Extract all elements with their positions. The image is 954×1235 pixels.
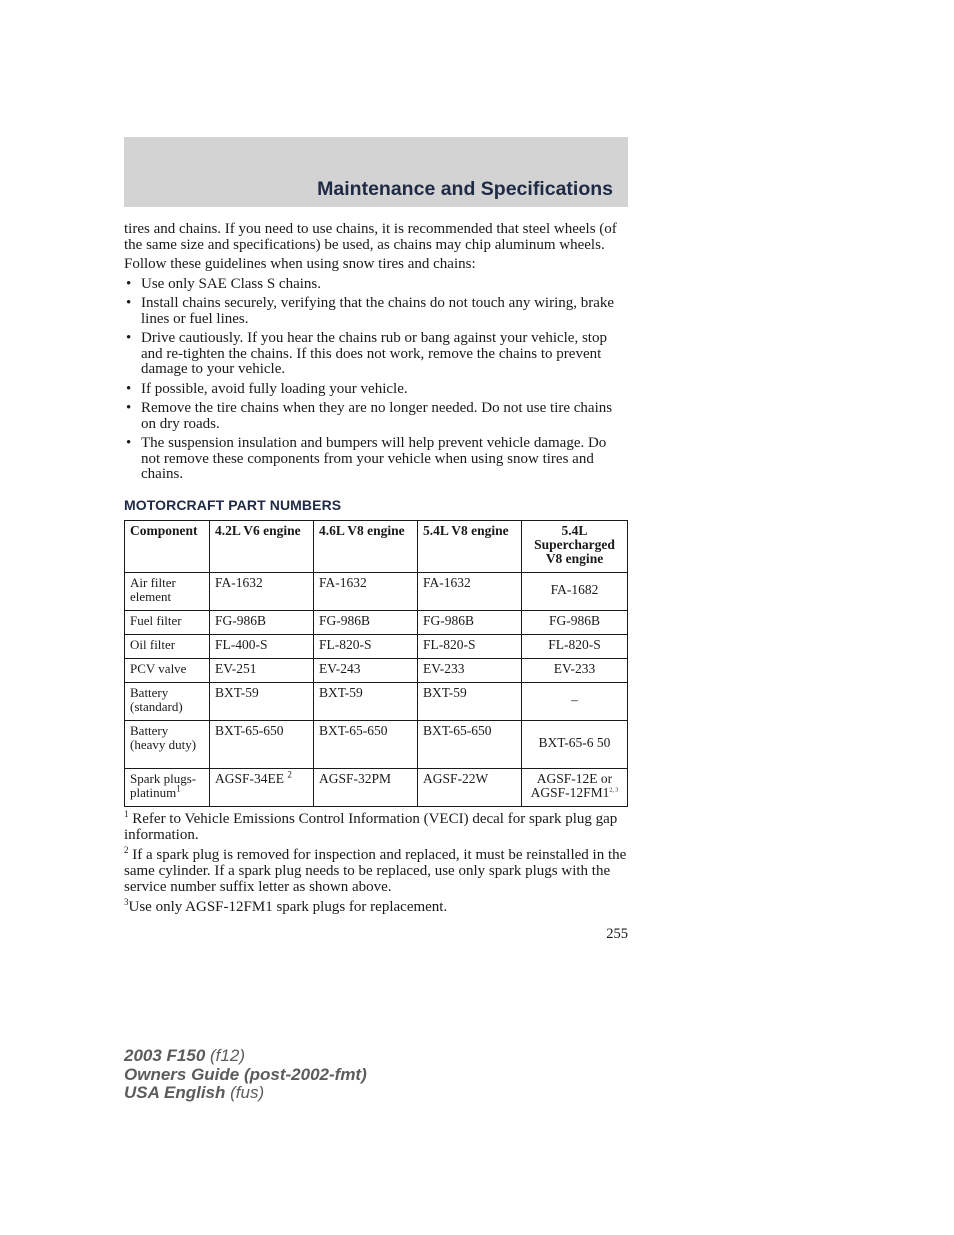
table-cell: EV-243 <box>314 659 418 683</box>
table-cell: BXT-65-650 <box>418 721 522 769</box>
guidelines-lead: Follow these guidelines when using snow tires and chains: <box>124 256 476 272</box>
bullet-marker: • <box>126 330 132 346</box>
list-item-text: Use only SAE Class S chains. <box>141 275 321 292</box>
table-cell: EV-251 <box>210 659 314 683</box>
header-cell-54l-v8: 5.4L V8 engine <box>418 521 522 573</box>
table-header-row <box>125 521 628 573</box>
footnote-text: Use only AGSF-12FM1 spark plugs for replacement. <box>128 899 448 915</box>
footer-model: 2003 F150 <box>124 1046 206 1065</box>
table-cell <box>522 769 628 807</box>
cell-value: AGSF-12FM1 <box>530 785 610 800</box>
footer-language-code: (fus) <box>225 1083 265 1102</box>
footer-line-model <box>124 1047 367 1066</box>
table-cell: FA-1632 <box>210 573 314 611</box>
footnote-text: Refer to Vehicle Emissions Control Information (VECI) decal for spark plug gap information. <box>124 811 618 843</box>
bullet-marker: • <box>126 275 132 292</box>
table-cell: Battery (heavy duty) <box>125 721 210 769</box>
footer-language: USA English <box>124 1083 226 1102</box>
motorcraft-parts-table <box>124 520 628 807</box>
main-content <box>124 222 628 919</box>
bullet-marker: • <box>126 400 132 416</box>
list-item <box>124 296 628 327</box>
spark-plugs-label: Spark plugs-platinum <box>130 771 197 800</box>
table-cell: FL-820-S <box>314 635 418 659</box>
footnote <box>124 899 628 915</box>
table-cell: AGSF-32PM <box>314 769 418 807</box>
list-item-text: If possible, avoid fully loading your vehicle. <box>141 380 408 397</box>
footnote-marker: 1 <box>124 809 129 819</box>
table-cell: EV-233 <box>522 659 628 683</box>
list-item <box>124 382 628 398</box>
footer-line-language <box>124 1084 367 1103</box>
table-cell: Oil filter <box>125 635 210 659</box>
section-heading: MOTORCRAFT PART NUMBERS <box>124 496 342 513</box>
table-cell: PCV valve <box>125 659 210 683</box>
list-item <box>124 401 628 432</box>
table-row <box>125 659 628 683</box>
table-cell: FL-820-S <box>418 635 522 659</box>
table-cell: Fuel filter <box>125 611 210 635</box>
table-cell: FL-400-S <box>210 635 314 659</box>
table-cell <box>125 769 210 807</box>
table-row <box>125 769 628 807</box>
table-cell: EV-233 <box>418 659 522 683</box>
table-cell: FG-986B <box>210 611 314 635</box>
list-item-text: Install chains securely, verifying that the chains do not touch any wiring, brake lines or fuel lines. <box>141 295 615 327</box>
header-cell-46l-v8: 4.6L V8 engine <box>314 521 418 573</box>
list-item <box>124 331 628 378</box>
header-cell-42l-v6: 4.2L V6 engine <box>210 521 314 573</box>
table-row <box>125 683 628 721</box>
page-title: Maintenance and Specifications <box>317 178 613 200</box>
header-cell-54l-supercharged: 5.4L Supercharged V8 engine <box>522 521 628 573</box>
bullet-marker: • <box>126 435 132 451</box>
table-cell: BXT-59 <box>210 683 314 721</box>
footnote <box>124 811 628 843</box>
table-cell: Battery (standard) <box>125 683 210 721</box>
guidelines-list <box>124 277 628 483</box>
bullet-marker: • <box>126 380 132 397</box>
footnote-text: If a spark plug is removed for inspection and replaced, it must be reinstalled in the same cylinder. If a spark plug needs to be replaced, use only spark plugs with the service number suffix letter as shown above. <box>124 847 627 895</box>
footnote-marker: 3 <box>124 897 129 907</box>
table-cell: FG-986B <box>418 611 522 635</box>
footnote-ref: 1 <box>176 783 181 794</box>
footnote-ref: 2, 3 <box>609 787 619 794</box>
bullet-marker: • <box>126 295 132 311</box>
table-cell: BXT-59 <box>314 683 418 721</box>
cell-value: AGSF-34EE <box>215 771 285 786</box>
table-cell: BXT-65-6 50 <box>522 721 628 769</box>
table-cell: FG-986B <box>522 611 628 635</box>
footer-guide: Owners Guide (post-2002-fmt) <box>124 1064 367 1084</box>
table-cell: BXT-65-650 <box>314 721 418 769</box>
page-number: 255 <box>606 926 628 942</box>
list-item-text: Drive cautiously. If you hear the chains rub or bang against your vehicle, stop and re-tighten the chains. If this does not work, remove the chains to prevent damage to your vehicle. <box>141 330 607 377</box>
list-item <box>124 277 628 293</box>
table-cell <box>210 769 314 807</box>
table-cell: FL-820-S <box>522 635 628 659</box>
table-row <box>125 635 628 659</box>
table-cell: Air filter element <box>125 573 210 611</box>
cell-value: AGSF-12E or <box>536 771 613 786</box>
footnote <box>124 847 628 895</box>
document-footer <box>124 1047 367 1103</box>
footnote-ref: 2 <box>287 769 292 780</box>
intro-paragraph: tires and chains. If you need to use chains, it is recommended that steel wheels (of the same size and specifications) be used, as chains may chip aluminum wheels. <box>124 221 617 253</box>
list-item <box>124 436 628 483</box>
footnote-marker: 2 <box>124 845 129 855</box>
table-cell: FA-1632 <box>418 573 522 611</box>
table-cell: BXT-65-650 <box>210 721 314 769</box>
header-band <box>124 137 628 207</box>
table-row <box>125 611 628 635</box>
table-row <box>125 721 628 769</box>
table-cell: BXT-59 <box>418 683 522 721</box>
footer-model-code: (f12) <box>205 1046 245 1065</box>
table-cell: AGSF-22W <box>418 769 522 807</box>
table-cell: FG-986B <box>314 611 418 635</box>
table-cell: – <box>522 683 628 721</box>
table-row <box>125 573 628 611</box>
list-item-text: The suspension insulation and bumpers will help prevent vehicle damage. Do not remove these components from your vehicle when using snow tires and chains. <box>141 435 607 482</box>
table-cell: FA-1682 <box>522 573 628 611</box>
header-cell-component: Component <box>125 521 210 573</box>
table-cell: FA-1632 <box>314 573 418 611</box>
list-item-text: Remove the tire chains when they are no longer needed. Do not use tire chains on dry roads. <box>141 400 613 432</box>
